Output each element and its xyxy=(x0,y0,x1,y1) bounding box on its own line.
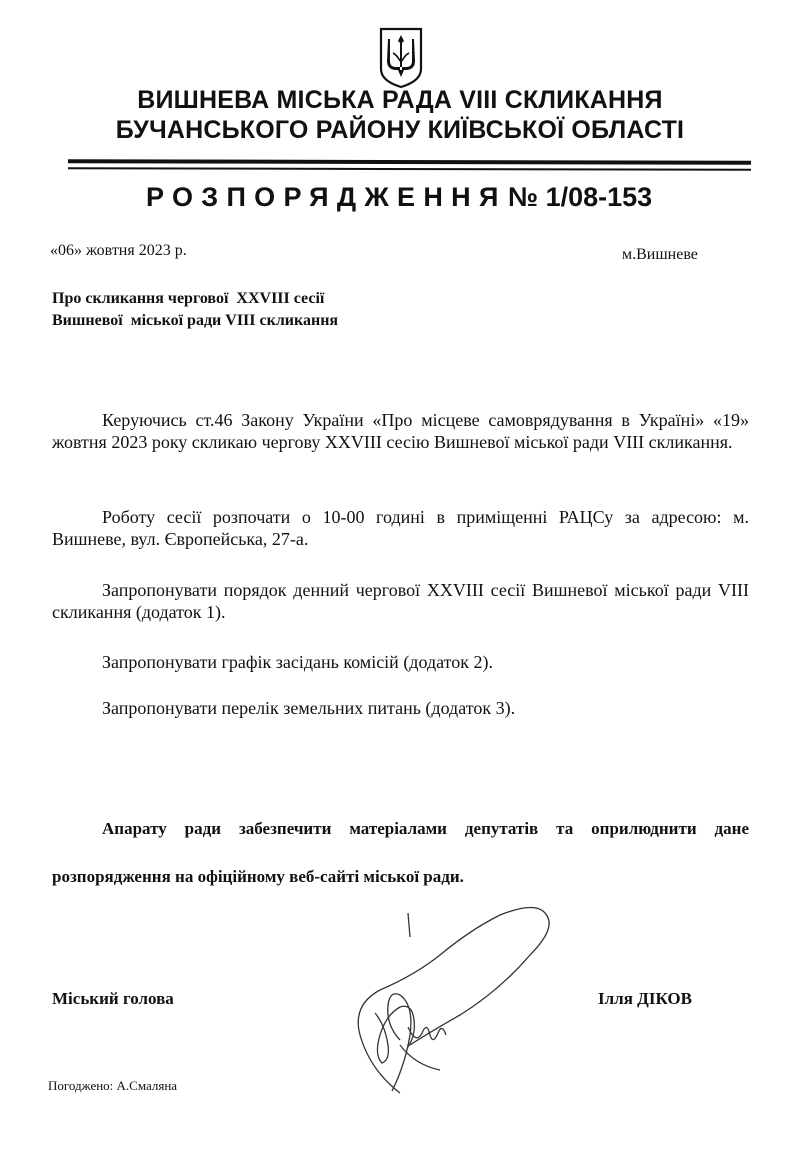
document-subject xyxy=(52,288,338,332)
trident-emblem-icon xyxy=(378,27,424,89)
paragraph-committee-schedule: Запропонувати графік засідань комісій (додаток 2). xyxy=(102,652,493,672)
document-place: м.Вишневе xyxy=(622,246,698,263)
handwritten-signature-icon xyxy=(330,895,580,1125)
paragraph-agenda: Запропонувати порядок денний чергової XXVIII сесії Вишневої міської ради VIII скликання (додаток 1). xyxy=(52,580,749,622)
document-title: РОЗПОРЯДЖЕННЯ xyxy=(146,182,507,212)
paragraph-land-issues: Запропонувати перелік земельних питань (додаток 3). xyxy=(102,698,516,718)
council-name-line2: БУЧАНСЬКОГО РАЙОНУ КИЇВСЬКОЇ ОБЛАСТІ xyxy=(115,116,685,144)
document-number: № 1/08-153 xyxy=(508,182,653,212)
document-date: «06» жовтня 2023 р. xyxy=(50,242,187,259)
paragraph-convening: Керуючись ст.46 Закону України «Про місцеве самоврядування в Україні» «19» жовтня 2023 року скликаю чергову XXVIII сесію Вишневої міської ради VIII скликання. xyxy=(52,410,749,452)
paragraph-session-venue: Роботу сесії розпочати о 10-00 годині в приміщенні РАЦСу за адресою: м. Вишневе, вул. Європейська, 27-а. xyxy=(52,507,749,549)
header-divider-thin xyxy=(68,167,751,170)
header-divider-thick xyxy=(68,159,751,164)
approved-by-note: Погоджено: А.Смаляна xyxy=(48,1078,178,1093)
instruction-paragraph: Апарату ради забезпечити матеріалами депутатів та оприлюднити дане розпорядження на офіційному веб-сайті міської ради. xyxy=(52,819,749,886)
subject-line-1: Про скликання чергової XXVIII сесії xyxy=(52,290,325,307)
mayor-name: Ілля ДІКОВ xyxy=(598,989,692,1008)
subject-line-2: Вишневої міської ради VIII скликання xyxy=(52,312,339,329)
council-name-line1: ВИШНЕВА МІСЬКА РАДА VIII СКЛИКАННЯ xyxy=(137,86,663,114)
mayor-title: Міський голова xyxy=(52,989,174,1008)
